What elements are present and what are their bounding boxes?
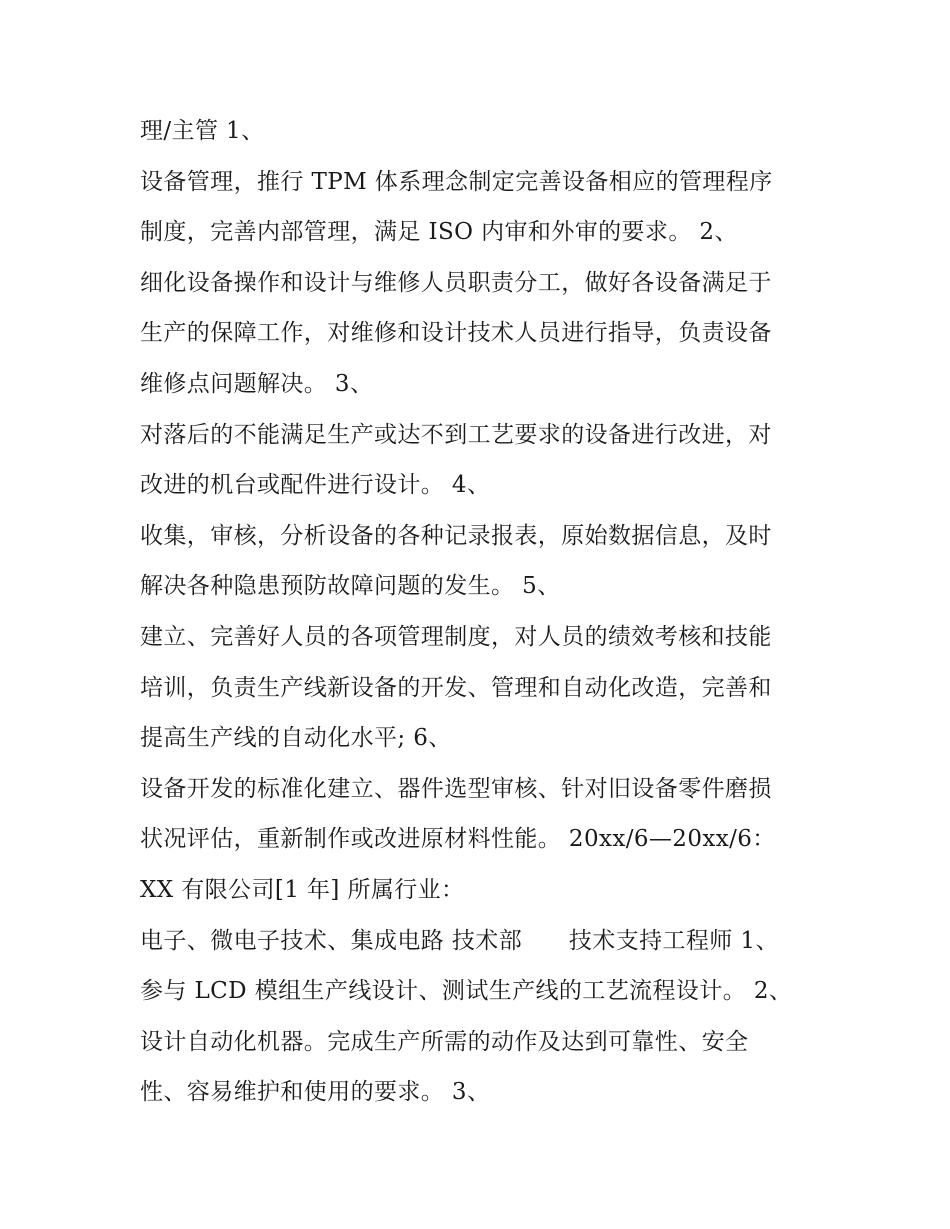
text-line: 收集，审核，分析设备的各种记录报表，原始数据信息，及时 [140,522,772,549]
text-line: 设备管理，推行 TPM 体系理念制定完善设备相应的管理程序 [140,168,773,195]
text-line: 设计自动化机器。完成生产所需的动作及达到可靠性、安全 [140,1028,749,1055]
text-line: 解决各种隐患预防故障问题的发生。 5、 [140,573,561,600]
text-line: 对落后的不能满足生产或达不到工艺要求的设备进行改进，对 [140,421,772,448]
text-line: 参与 LCD 模组生产线设计、测试生产线的工艺流程设计。 2、 [140,978,793,1005]
text-line: 提高生产线的自动化水平; 6、 [140,725,452,752]
text-line: 培训，负责生产线新设备的开发、管理和自动化改造，完善和 [140,674,772,701]
text-line: 性、容易维护和使用的要求。 3、 [140,1079,491,1106]
text-line: XX 有限公司[1 年] 所属行业： [140,876,465,903]
text-line: 改进的机台或配件进行设计。 4、 [140,472,491,499]
text-line: 制度，完善内部管理，满足 ISO 内审和外审的要求。 2、 [140,219,738,246]
text-line: 维修点问题解决。 3、 [140,370,374,397]
text-line: 状况评估，重新制作或改进原材料性能。 20xx/6—20xx/6： [140,826,776,853]
text-line: 生产的保障工作，对维修和设计技术人员进行指导，负责设备 [140,320,772,347]
text-line: 理/主管 1、 [140,118,265,144]
text-line: 电子、微电子技术、集成电路 技术部 技术支持工程师 1、 [140,927,779,954]
text-line: 细化设备操作和设计与维修人员职责分工，做好各设备满足于 [140,269,772,296]
document-body [140,106,830,1118]
text-line: 设备开发的标准化建立、器件选型审核、针对旧设备零件磨损 [140,775,772,802]
text-line: 建立、完善好人员的各项管理制度，对人员的绩效考核和技能 [140,623,772,650]
